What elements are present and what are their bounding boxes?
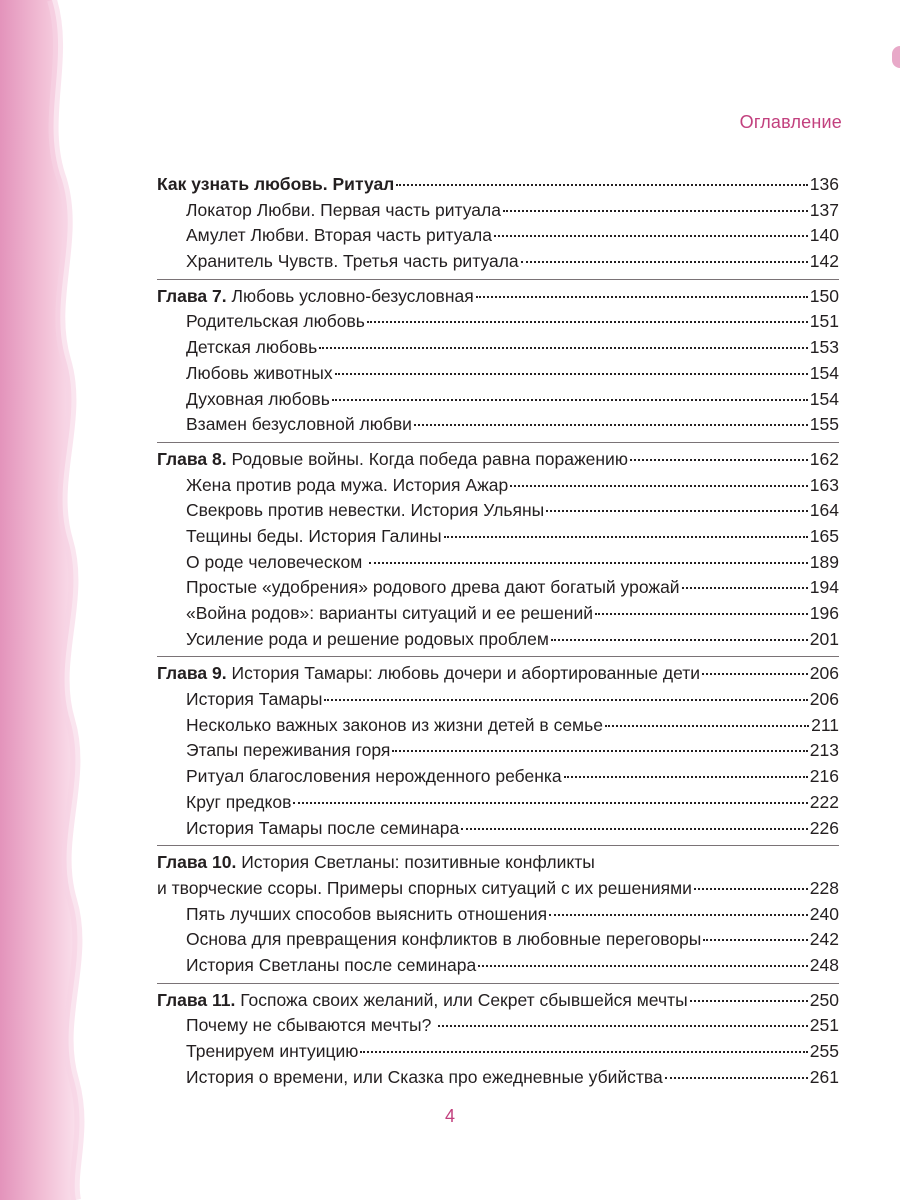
chapter-label: Глава 9. xyxy=(157,663,227,684)
dot-leader xyxy=(546,510,808,512)
toc-subentry xyxy=(157,198,839,224)
entry-page-number: 163 xyxy=(809,474,839,495)
entry-page-number: 250 xyxy=(809,989,839,1010)
entry-title xyxy=(186,927,701,953)
entry-title xyxy=(186,223,492,249)
entry-text: Простые «удобрения» родового древа дают богатый урожай xyxy=(186,577,680,598)
chapter-label: Глава 10. xyxy=(157,852,237,873)
dot-leader xyxy=(549,914,808,916)
toc-chapter-entry xyxy=(157,172,839,198)
entry-title xyxy=(186,198,501,224)
entry-title xyxy=(186,335,317,361)
entry-page-number: 261 xyxy=(809,1066,839,1087)
dot-leader xyxy=(703,939,807,941)
entry-text: История Светланы после семинара xyxy=(186,954,477,975)
entry-title xyxy=(186,902,547,928)
dot-leader xyxy=(605,725,809,727)
toc-subentry xyxy=(157,498,839,524)
toc-subentry xyxy=(157,575,839,601)
dot-leader xyxy=(335,373,808,375)
toc-section xyxy=(157,845,839,982)
toc-subentry xyxy=(157,601,839,627)
toc-subentry xyxy=(157,335,839,361)
dot-leader xyxy=(293,802,807,804)
dot-leader xyxy=(360,1051,807,1053)
dot-leader xyxy=(319,347,808,349)
entry-title xyxy=(186,738,390,764)
entry-title xyxy=(157,447,628,473)
dot-leader xyxy=(461,828,808,830)
entry-text: Взамен безусловной любви xyxy=(186,414,412,435)
dot-leader xyxy=(564,776,808,778)
dot-leader xyxy=(369,562,808,564)
toc-chapter-entry xyxy=(157,988,839,1014)
dot-leader xyxy=(521,261,808,263)
entry-page-number: 206 xyxy=(809,663,839,684)
entry-text: Свекровь против невестки. История Ульяны xyxy=(186,500,545,521)
chapter-label: Как узнать любовь. Ритуал xyxy=(157,174,395,194)
entry-text: История Тамары xyxy=(186,689,323,710)
entry-title xyxy=(186,498,544,524)
dot-leader xyxy=(665,1077,808,1079)
dot-leader xyxy=(690,1000,808,1002)
entry-page-number: 201 xyxy=(809,628,839,649)
entry-text: Усиление рода и решение родовых проблем xyxy=(186,628,549,649)
entry-title xyxy=(157,661,700,687)
entry-title xyxy=(186,764,562,790)
entry-page-number: 164 xyxy=(809,500,839,521)
dot-leader xyxy=(595,613,808,615)
toc-subentry xyxy=(157,687,839,713)
dot-leader xyxy=(694,888,808,890)
entry-title xyxy=(186,953,476,979)
toc-subentry xyxy=(157,473,839,499)
toc-subentry xyxy=(157,790,839,816)
entry-title xyxy=(186,309,365,335)
entry-text: Ритуал благословения нерожденного ребенка xyxy=(186,766,562,787)
entry-page-number: 154 xyxy=(809,362,839,383)
toc-section xyxy=(157,656,839,845)
entry-page-number: 189 xyxy=(809,551,839,572)
chapter-label: Глава 11. xyxy=(157,989,236,1010)
entry-title xyxy=(157,284,474,310)
entry-title xyxy=(186,550,367,576)
entry-page-number: 194 xyxy=(809,577,839,598)
chapter-label: Глава 7. xyxy=(157,285,227,306)
entry-title xyxy=(157,988,688,1014)
entry-page-number: 137 xyxy=(809,199,839,220)
dot-leader xyxy=(392,750,807,752)
entry-title xyxy=(186,575,680,601)
entry-text: Тещины беды. История Галины xyxy=(186,525,442,546)
entry-title xyxy=(186,387,330,413)
table-of-contents xyxy=(157,172,839,1094)
toc-section xyxy=(157,279,839,442)
chapter-label: Глава 8. xyxy=(157,448,227,469)
toc-chapter-entry xyxy=(157,661,839,687)
entry-text: Несколько важных законов из жизни детей в семье xyxy=(186,714,603,735)
dot-leader xyxy=(494,235,808,237)
entry-title xyxy=(186,361,333,387)
entry-page-number: 226 xyxy=(809,817,839,838)
toc-subentry xyxy=(157,1065,839,1091)
entry-text: Любовь условно-безусловная xyxy=(226,285,474,306)
toc-section xyxy=(157,442,839,657)
entry-page-number: 251 xyxy=(809,1015,839,1036)
toc-subentry xyxy=(157,249,839,275)
chapter-title: История Светланы: позитивные конфликты xyxy=(236,852,595,873)
entry-text: История о времени, или Сказка про ежедневные убийства xyxy=(186,1066,663,1087)
entry-title xyxy=(186,1065,663,1091)
toc-subentry xyxy=(157,387,839,413)
entry-text: Пять лучших способов выяснить отношения xyxy=(186,903,548,924)
toc-subentry xyxy=(157,713,839,739)
entry-page-number: 165 xyxy=(809,525,839,546)
entry-page-number: 142 xyxy=(809,251,839,272)
dot-leader xyxy=(630,459,808,461)
toc-subentry xyxy=(157,1039,839,1065)
toc-subentry xyxy=(157,738,839,764)
entry-page-number: 240 xyxy=(809,903,839,924)
entry-page-number: 153 xyxy=(809,337,839,358)
entry-title xyxy=(186,790,291,816)
entry-text: Родовые войны. Когда победа равна поражению xyxy=(226,448,628,469)
toc-subentry xyxy=(157,412,839,438)
entry-title xyxy=(186,816,459,842)
entry-page-number: 154 xyxy=(809,388,839,409)
toc-chapter-entry xyxy=(157,284,839,310)
entry-page-number: 228 xyxy=(809,877,839,898)
dot-leader xyxy=(332,399,808,401)
toc-subentry xyxy=(157,1013,839,1039)
dot-leader xyxy=(367,321,808,323)
dot-leader xyxy=(510,485,808,487)
entry-page-number: 248 xyxy=(809,954,839,975)
toc-subentry xyxy=(157,550,839,576)
toc-subentry xyxy=(157,902,839,928)
toc-subentry xyxy=(157,953,839,979)
entry-text: Жена против рода мужа. История Ажар xyxy=(186,474,509,495)
dot-leader xyxy=(324,699,807,701)
toc-section xyxy=(157,172,839,279)
entry-page-number: 151 xyxy=(809,311,839,332)
toc-subentry xyxy=(157,816,839,842)
entry-page-number: 162 xyxy=(809,448,839,469)
entry-title xyxy=(157,172,394,198)
entry-text: Основа для превращения конфликтов в любовные переговоры xyxy=(186,929,702,950)
toc-chapter-entry-line xyxy=(157,850,839,876)
entry-page-number: 196 xyxy=(809,603,839,623)
entry-title xyxy=(186,1039,358,1065)
entry-page-number: 206 xyxy=(809,689,839,710)
entry-page-number: 216 xyxy=(809,766,839,787)
entry-text: История Тамары: любовь дочери и абортированные дети xyxy=(226,663,701,684)
entry-text: Госпожа своих желаний, или Секрет сбывшейся мечты xyxy=(235,989,688,1010)
entry-page-number: 242 xyxy=(809,929,839,950)
dot-leader xyxy=(551,639,808,641)
toc-chapter-entry xyxy=(157,447,839,473)
dot-leader xyxy=(476,296,808,298)
entry-title xyxy=(186,524,442,550)
entry-text: Этапы переживания горя xyxy=(186,740,391,761)
entry-text: «Война родов»: варианты ситуаций и ее решений xyxy=(186,603,594,623)
dot-leader xyxy=(702,673,808,675)
entry-text: Тренируем интуицию xyxy=(186,1041,359,1061)
entry-title xyxy=(186,249,519,275)
page-number: 4 xyxy=(444,1106,455,1126)
entry-title xyxy=(186,473,508,499)
entry-page-number: 150 xyxy=(809,285,839,306)
toc-subentry xyxy=(157,223,839,249)
entry-text: Амулет Любви. Вторая часть ритуала xyxy=(186,225,492,246)
entry-text: Детская любовь xyxy=(186,337,318,358)
dot-leader xyxy=(682,587,808,589)
entry-page-number: 222 xyxy=(809,791,839,812)
toc-subentry xyxy=(157,627,839,653)
entry-page-number: 136 xyxy=(809,174,839,194)
toc-subentry xyxy=(157,764,839,790)
entry-page-number: 211 xyxy=(811,714,839,735)
entry-text: Хранитель Чувств. Третья часть ритуала xyxy=(186,251,519,272)
dot-leader xyxy=(478,965,808,967)
entry-page-number: 155 xyxy=(809,414,839,435)
corner-tab-mark xyxy=(892,46,900,68)
dot-leader xyxy=(503,210,808,212)
entry-title xyxy=(186,627,549,653)
entry-title xyxy=(186,713,603,739)
toc-subentry xyxy=(157,927,839,953)
entry-title xyxy=(186,601,593,627)
dot-leader xyxy=(414,424,808,426)
entry-page-number: 140 xyxy=(809,225,839,246)
entry-page-number: 213 xyxy=(809,740,839,761)
entry-text: Почему не сбываются мечты? xyxy=(186,1015,437,1036)
entry-text: Родительская любовь xyxy=(186,311,365,332)
toc-subentry xyxy=(157,524,839,550)
entry-text: О роде человеческом xyxy=(186,551,368,572)
entry-text: Локатор Любви. Первая часть ритуала xyxy=(186,199,501,220)
entry-text: Духовная любовь xyxy=(186,388,330,409)
toc-subentry xyxy=(157,309,839,335)
page-header-title: Оглавление xyxy=(739,112,842,132)
decorative-margin-band xyxy=(0,0,110,1200)
toc-section xyxy=(157,983,839,1095)
dot-leader xyxy=(444,536,808,538)
entry-title xyxy=(157,876,692,902)
chapter-title-continuation: и творческие ссоры. Примеры спорных ситуаций с их решениями xyxy=(157,877,692,898)
entry-text: Круг предков xyxy=(186,791,292,812)
entry-text: История Тамары после семинара xyxy=(186,817,460,838)
entry-title xyxy=(186,412,412,438)
toc-subentry xyxy=(157,361,839,387)
entry-title xyxy=(186,687,322,713)
entry-page-number: 255 xyxy=(809,1041,839,1061)
entry-text: Любовь животных xyxy=(186,362,333,383)
entry-title xyxy=(186,1013,436,1039)
toc-chapter-entry xyxy=(157,876,839,902)
dot-leader xyxy=(396,184,807,186)
dot-leader xyxy=(438,1025,808,1027)
